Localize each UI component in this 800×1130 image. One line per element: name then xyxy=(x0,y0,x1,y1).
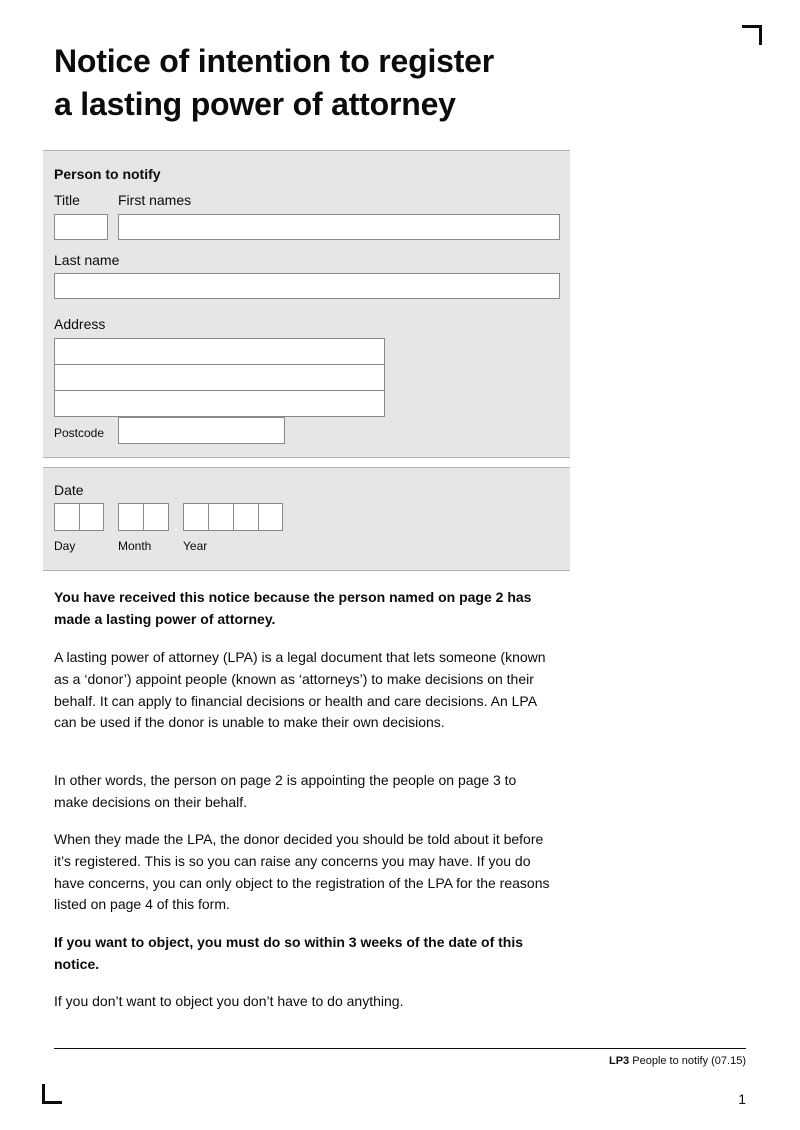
date-heading: Date xyxy=(54,482,84,498)
address-line-3-field[interactable] xyxy=(54,390,385,417)
postcode-label: Postcode xyxy=(54,426,105,440)
year-digit-3-field[interactable] xyxy=(233,503,259,531)
year-digit-1-field[interactable] xyxy=(183,503,209,531)
date-panel xyxy=(43,467,570,571)
title-label: Title xyxy=(54,192,80,208)
form-code: LP3 xyxy=(609,1055,630,1067)
intro-statement: You have received this notice because the person named on page 2 has made a lasting power of attorney. xyxy=(54,589,532,627)
last-name-field[interactable] xyxy=(54,273,560,299)
form-title: People to notify (07.15) xyxy=(632,1055,746,1067)
last-name-label: Last name xyxy=(54,252,120,268)
title-field[interactable] xyxy=(54,214,108,240)
form-reference xyxy=(609,1055,746,1067)
month-digit-2-field[interactable] xyxy=(143,503,169,531)
donor-decision-paragraph: When they made the LPA, the donor decided you should be told about it before it’s registered. This is so you can raise any concerns you may have. If you do have concerns, you can only object to the registration of the LPA for the reasons listed on page 4 of this form. xyxy=(54,831,550,913)
address-line-2-field[interactable] xyxy=(54,364,385,391)
address-label: Address xyxy=(54,316,106,332)
lpa-explanation-paragraph: A lasting power of attorney (LPA) is a legal document that lets someone (known as a ‘donor’) appoint people (known as ‘attorneys’) to make decisions on their behalf. It can apply to financial decisions or health and care decisions. An LPA can be used if the donor is unable to make their own decisions. xyxy=(54,649,546,731)
in-other-words-paragraph: In other words, the person on page 2 is appointing the people on page 3 to make decisions on their behalf. xyxy=(54,772,517,810)
first-names-field[interactable] xyxy=(118,214,560,240)
address-line-1-field[interactable] xyxy=(54,338,385,365)
day-digit-1-field[interactable] xyxy=(54,503,80,531)
page-title xyxy=(54,40,574,126)
month-label: Month xyxy=(118,539,152,553)
day-digit-2-field[interactable] xyxy=(79,503,104,531)
day-label: Day xyxy=(54,539,76,553)
corner-mark-top-right xyxy=(742,25,762,45)
year-label: Year xyxy=(183,539,208,553)
objection-deadline-statement: If you want to object, you must do so within 3 weeks of the date of this notice. xyxy=(54,934,524,972)
postcode-field[interactable] xyxy=(118,417,285,444)
month-digit-1-field[interactable] xyxy=(118,503,144,531)
person-to-notify-heading: Person to notify xyxy=(54,166,161,182)
first-names-label: First names xyxy=(118,192,192,208)
year-digit-2-field[interactable] xyxy=(208,503,234,531)
page-title-line-2: a lasting power of attorney xyxy=(54,86,456,122)
page-title-line-1: Notice of intention to register xyxy=(54,43,495,79)
person-to-notify-panel xyxy=(43,150,570,458)
year-digit-4-field[interactable] xyxy=(258,503,283,531)
footer-divider xyxy=(54,1048,746,1049)
corner-mark-bottom-left xyxy=(42,1084,62,1104)
no-objection-paragraph: If you don’t want to object you don’t have to do anything. xyxy=(54,993,404,1009)
page-number: 1 xyxy=(738,1091,746,1107)
